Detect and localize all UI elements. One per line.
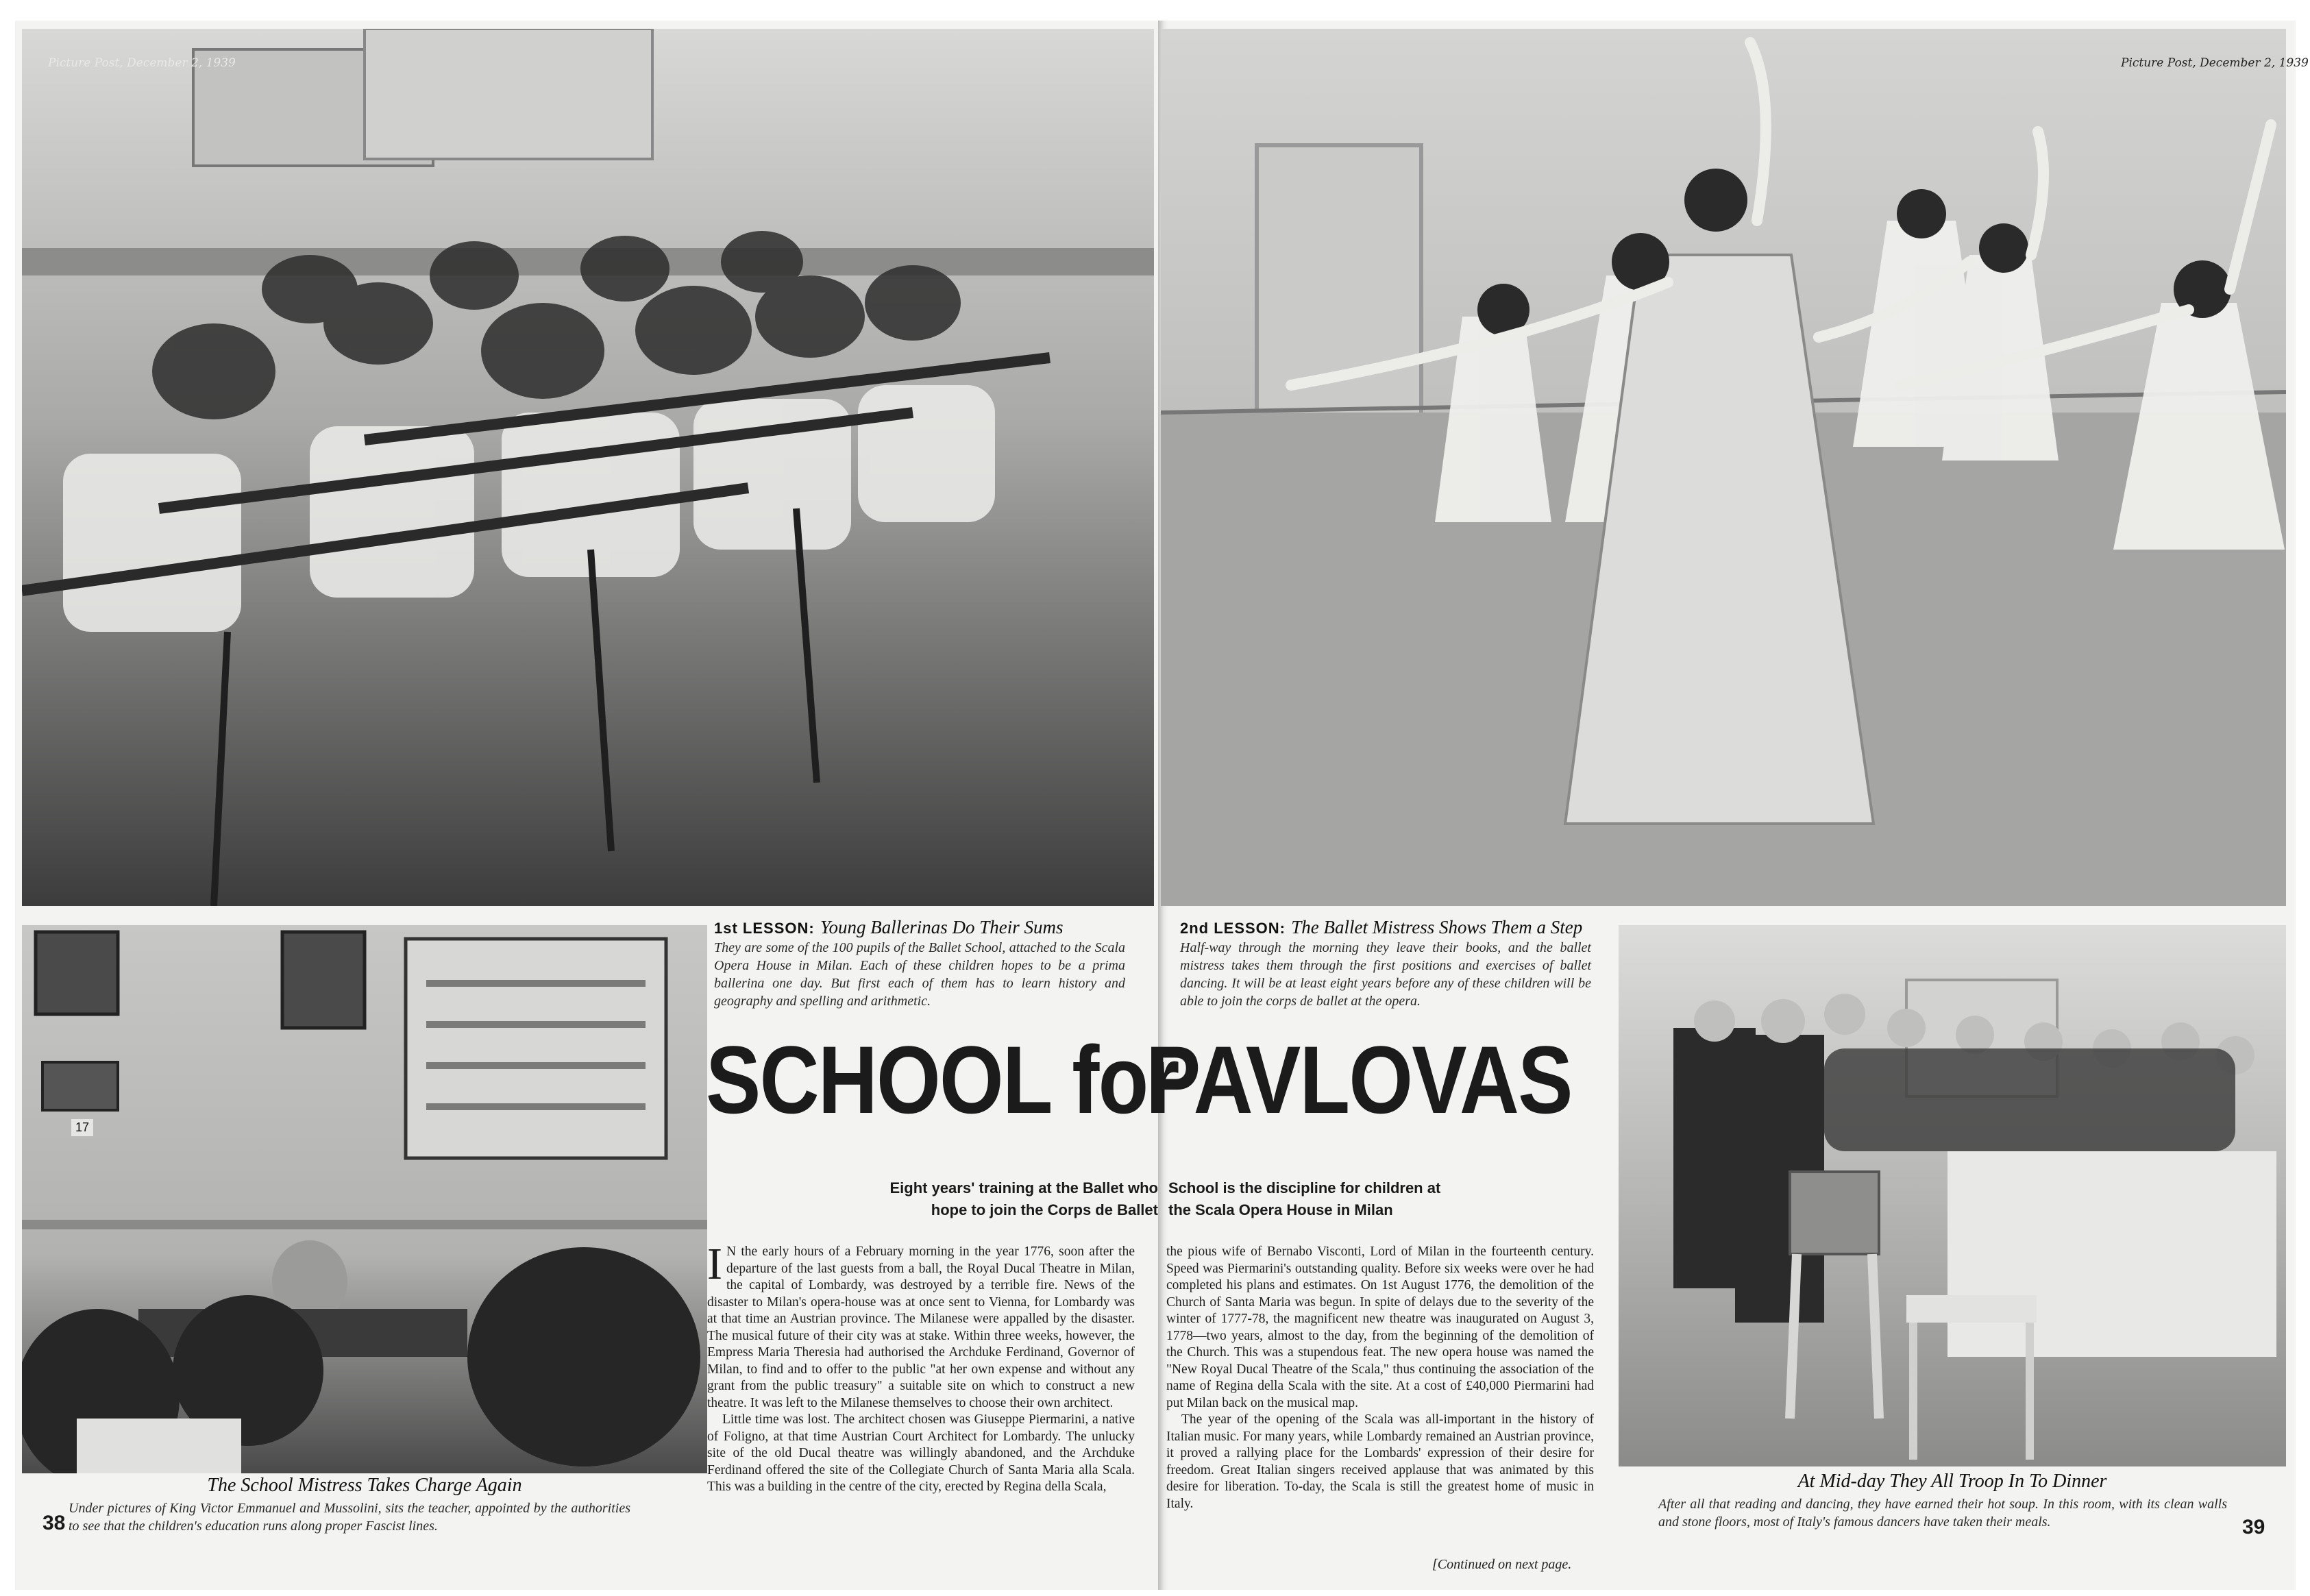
article-paragraph: N the early hours of a February morning in the year 1776, soon after the departure of the last guests from a ball, the Royal Ducal Theatre in Milan, the capital of Lombardy, was destroyed by a terrible fire. News of the disaster to Milan's opera-house was at once sent to Vienna, for Lombardy was at that time an Austrian province. The Milanese were appalled by the disaster. The musical future of their city was at stake. Within three weeks, however, the Empress Maria Theresia had authorised the Archduke Ferdinand, Governor of Milan, to find and to offer to the public "at her own expense and without any grant from the public treasury" a suitable site on which to construct a new theatre. It was left to the Milanese themselves to choose their own architect. [707,1244,1135,1410]
lesson2-label: 2nd LESSON: [1180,920,1286,937]
schoolmistress-title: The School Mistress Takes Charge Again [207,1475,522,1496]
article-column-1 [707,1239,1135,1496]
article-column-2 [1166,1244,1594,1512]
dropcap: I [707,1239,722,1289]
deck-left: Eight years' training at the Ballet who hope to join the Corps de Ballet [889,1179,1158,1218]
classroom-photo [22,29,1154,906]
lesson2-heading [1180,917,1582,938]
continued-note: [Continued on next page. [1432,1557,1572,1572]
schoolmistress-caption: Under pictures of King Victor Emmanuel and Mussolini, sits the teacher, appointed by the authorities to see that the children's education runs along proper Fascist lines. [69,1501,630,1534]
schoolmistress-photo [22,925,707,1473]
dinner-title: At Mid-day They All Troop In To Dinner [1797,1471,2107,1492]
ballet-class-photo [1161,29,2286,906]
headline-right: PAVLOVAS [1146,1026,1572,1133]
article-paragraph: the pious wife of Bernabo Visconti, Lord of Milan in the fourteenth century. Speed was Piermarini's outstanding quality. Before six weeks were over he had completed his plans and estimates. On 1st August 1776, the demolition of the Church of Santa Maria was begun. In spite of delays due to the severity of the winter of 1777-78, the magnificent new theatre was inaugurated on August 3, 1778—two years, almost to the day, from the beginning of the demolition of the Church. This was a stupendous feat. The new opera house was named the "New Royal Ducal Theatre of the Scala," thus continuing the association of the name of Regina della Scala with the site. At a cost of £40,000 Piermarini had put Milan back on the musical map. [1166,1244,1594,1410]
headline-left: SCHOOL for [706,1026,1179,1133]
lesson1-heading [714,917,1064,938]
deck-right: School is the discipline for children at the Scala Opera House in Milan [1168,1179,1441,1218]
lesson1-title: Young Ballerinas Do Their Sums [820,917,1064,937]
wall-number-label: 17 [71,1119,93,1136]
dinner-caption: After all that reading and dancing, they have earned their hot soup. In this room, with its clean walls and stone floors, most of Italy's famous dancers have taken their meals. [1658,1497,2227,1530]
page-number-left: 38 [42,1512,66,1534]
article-paragraph: The year of the opening of the Scala was all-important in the history of Italian music. For many years, while Lombardy remained an Austrian province, it proved a rallying place for the Lombards' expression of their desire for freedom. Great Italian singers received applause that was animated by this desire for liberation. To-day, the Scala is still the greatest home of music in Italy. [1166,1412,1594,1511]
lesson2-caption: Half-way through the morning they leave their books, and the ballet mistress takes them through the first positions and exercises of ballet dancing. It will be at least eight years before any of these children will be able to join the corps de ballet at the opera. [1180,940,1591,1009]
dinner-photo [1619,925,2286,1466]
article-paragraph: Little time was lost. The architect chosen was Giuseppe Piermarini, a native of Foligno, at that time Austrian Court Architect for Lombardy. The unlucky site of the old Ducal theatre was willingly abandoned, and the Archduke Ferdinand offered the site of the Collegiate Church of Santa Maria alla Scala. This was a building in the centre of the city, erected by Regina della Scala, [707,1412,1135,1494]
lesson1-label: 1st LESSON: [714,920,815,937]
lesson1-caption: They are some of the 100 pupils of the Ballet School, attached to the Scala Opera House in Milan. Each of these children hopes to be a prima ballerina one day. But first each of them has to learn history and geography and spelling and arithmetic. [714,940,1125,1009]
right-folio: Picture Post, December 2, 1939 [2121,56,2309,70]
lesson2-title: The Ballet Mistress Shows Them a Step [1291,917,1583,937]
page-number-right: 39 [2242,1516,2265,1538]
left-folio: Picture Post, December 2, 1939 [48,56,236,70]
